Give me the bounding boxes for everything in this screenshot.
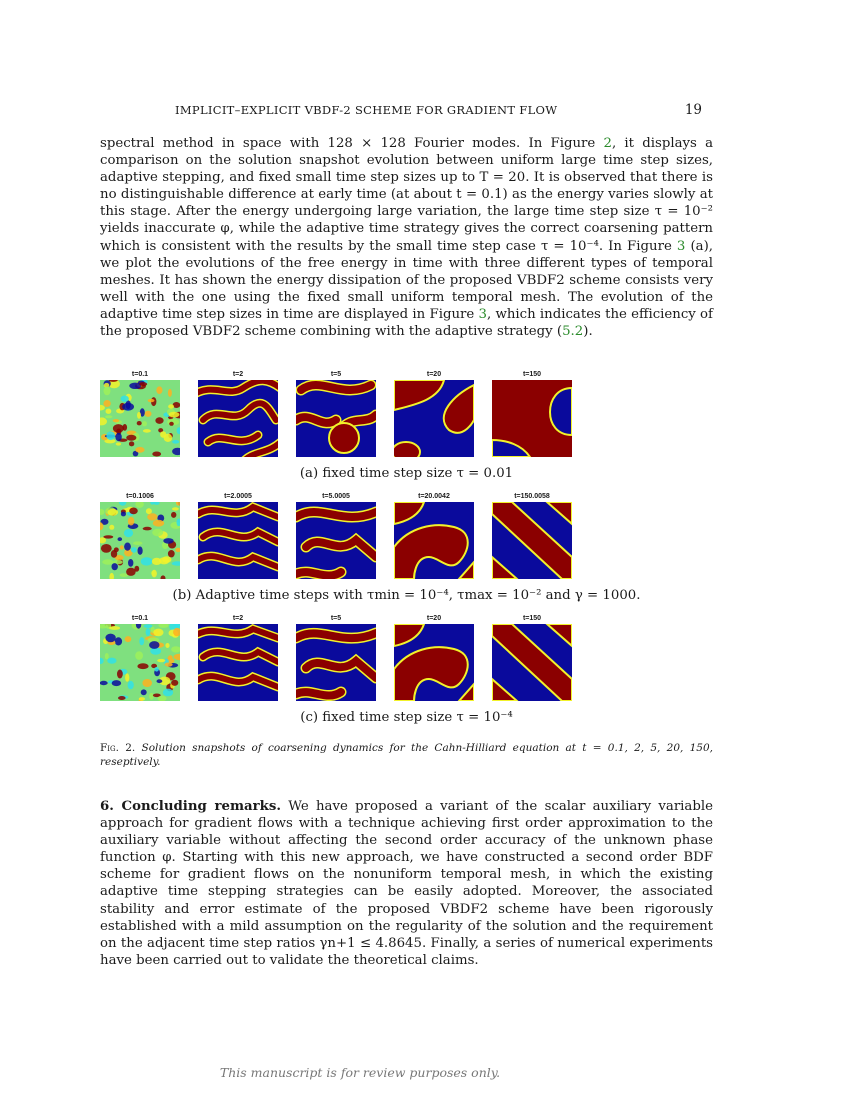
snapshot-panel (198, 614, 278, 701)
snapshot-image (394, 624, 474, 701)
intro-text-4: , which indicates the efficiency of the proposed VBDF2 scheme combining with the adaptive strategy ( (100, 306, 713, 340)
snapshot-image (492, 624, 572, 701)
snapshot-panel (198, 370, 278, 457)
snapshot-panel (394, 492, 474, 579)
figure-3a-link[interactable]: 3 (676, 238, 686, 254)
snapshot-image (198, 380, 278, 457)
intro-text-3: (a), we plot the evolutions of the free energy in time with three different types of temporal meshes. It has shown the energy dissipation of the proposed VBDF2 scheme consists very well with the one using the fixed small uniform temporal mesh. The evolution of the adaptive time step sizes in time are displayed in Figure (100, 238, 713, 322)
snapshot-panel (492, 370, 572, 457)
figure-row-b (100, 492, 713, 584)
equation-5-2-link[interactable]: 5.2 (562, 324, 584, 340)
snapshot-panel (100, 492, 180, 579)
panel-title: t=0.1 (131, 615, 149, 622)
panel-title: t=5 (330, 615, 342, 622)
snapshot-panel (296, 492, 376, 579)
panel-title: t=150.0058 (514, 493, 550, 500)
panel-title: t=150 (522, 615, 542, 622)
snapshot-image (492, 380, 572, 457)
snapshot-panel (100, 370, 180, 457)
snapshot-image (296, 624, 376, 701)
panel-title: t=0.1 (131, 371, 149, 378)
panel-title: t=20 (426, 615, 442, 622)
snapshot-panel (296, 614, 376, 701)
panel-title: t=5.0005 (322, 493, 350, 500)
snapshot-image (296, 502, 376, 579)
conclusion-paragraph (100, 798, 713, 969)
figure-row-c (100, 614, 713, 706)
snapshot-panel (492, 492, 572, 579)
running-header (100, 103, 750, 119)
intro-text-1: spectral method in space with 128 × 128 Fourier modes. In Figure (100, 136, 604, 151)
page-number: 19 (684, 102, 702, 118)
section-heading: 6. Concluding remarks. (100, 799, 281, 814)
review-footer: This manuscript is for review purposes only. (219, 1065, 501, 1080)
snapshot-panel (100, 614, 180, 701)
figure-3-link[interactable]: 3 (478, 306, 487, 322)
snapshot-image (100, 624, 180, 701)
subfigure-caption-c: (c) fixed time step size τ = 10⁻⁴ (300, 710, 513, 725)
intro-text-2: , it displays a comparison on the solution snapshot evolution between uniform large time step sizes, adaptive stepping, and fixed small time step sizes up to T = 20. It is observed that there is no distinguishable difference at early time (at about t = 0.1) as the energy varies slowly at this stage. After the energy undergoing large variation, the large time step size τ = 10⁻² yields inaccurate φ, while the adaptive time strategy gives the correct coarsening pattern which is consistent with the results by the small time step case τ = 10⁻⁴. In Figure (100, 136, 714, 254)
snapshot-image (394, 380, 474, 457)
running-title: IMPLICIT–EXPLICIT VBDF-2 SCHEME FOR GRADIENT FLOW (175, 103, 558, 117)
intro-text-5: ). (583, 324, 593, 340)
subfigure-caption-b: (b) Adaptive time steps with τmin = 10⁻⁴, τmax = 10⁻² and γ = 1000. (172, 588, 641, 603)
figure-caption (100, 741, 713, 769)
panel-title: t=20.0042 (418, 493, 450, 500)
snapshot-panel (394, 614, 474, 701)
panel-title: t=5 (330, 371, 342, 378)
panel-title: t=2 (232, 615, 244, 622)
panel-title: t=2.0005 (224, 493, 252, 500)
snapshot-image (492, 502, 572, 579)
conclusion-text: We have proposed a variant of the scalar auxiliary variable approach for gradient flows with a technique achieving first order approximation to the auxiliary variable without affecting the second order accuracy of the unknown phase function φ. Starting with this new approach, we have constructed a second order BDF scheme for gradient flows on the nonuniform temporal mesh, in which the existing adaptive time stepping strategies can be easily adopted. Moreover, the associated stability and error estimate of the proposed VBDF2 scheme have been rigorously established with a mild assumption on the regularity of the solution and the requirement on the adjacent time step ratios γn+1 ≤ 4.8645. Finally, a series of numerical experiments have been carried out to validate the theoretical claims. (100, 799, 713, 968)
figure-row-a (100, 370, 713, 462)
panel-title: t=20 (426, 371, 442, 378)
panel-title: t=2 (232, 371, 244, 378)
snapshot-image (100, 502, 180, 579)
snapshot-image (394, 502, 474, 579)
snapshot-panel (198, 492, 278, 579)
figure-2-link[interactable]: 2 (603, 136, 612, 151)
subfigure-caption-a: (a) fixed time step size τ = 0.01 (299, 466, 514, 481)
intro-paragraph (100, 135, 713, 340)
figure-label: Fig. 2. (100, 742, 136, 754)
snapshot-panel (394, 370, 474, 457)
snapshot-image (100, 380, 180, 457)
snapshot-image (296, 380, 376, 457)
panel-title: t=150 (522, 371, 542, 378)
snapshot-panel (296, 370, 376, 457)
figure-caption-text: Solution snapshots of coarsening dynamics for the Cahn-Hilliard equation at t = 0.1, 2, 5, 20, 150, reseptively. (100, 742, 713, 768)
panel-title: t=0.1006 (126, 493, 154, 500)
snapshot-image (198, 624, 278, 701)
snapshot-panel (492, 614, 572, 701)
snapshot-image (198, 502, 278, 579)
figure-2 (100, 370, 713, 736)
